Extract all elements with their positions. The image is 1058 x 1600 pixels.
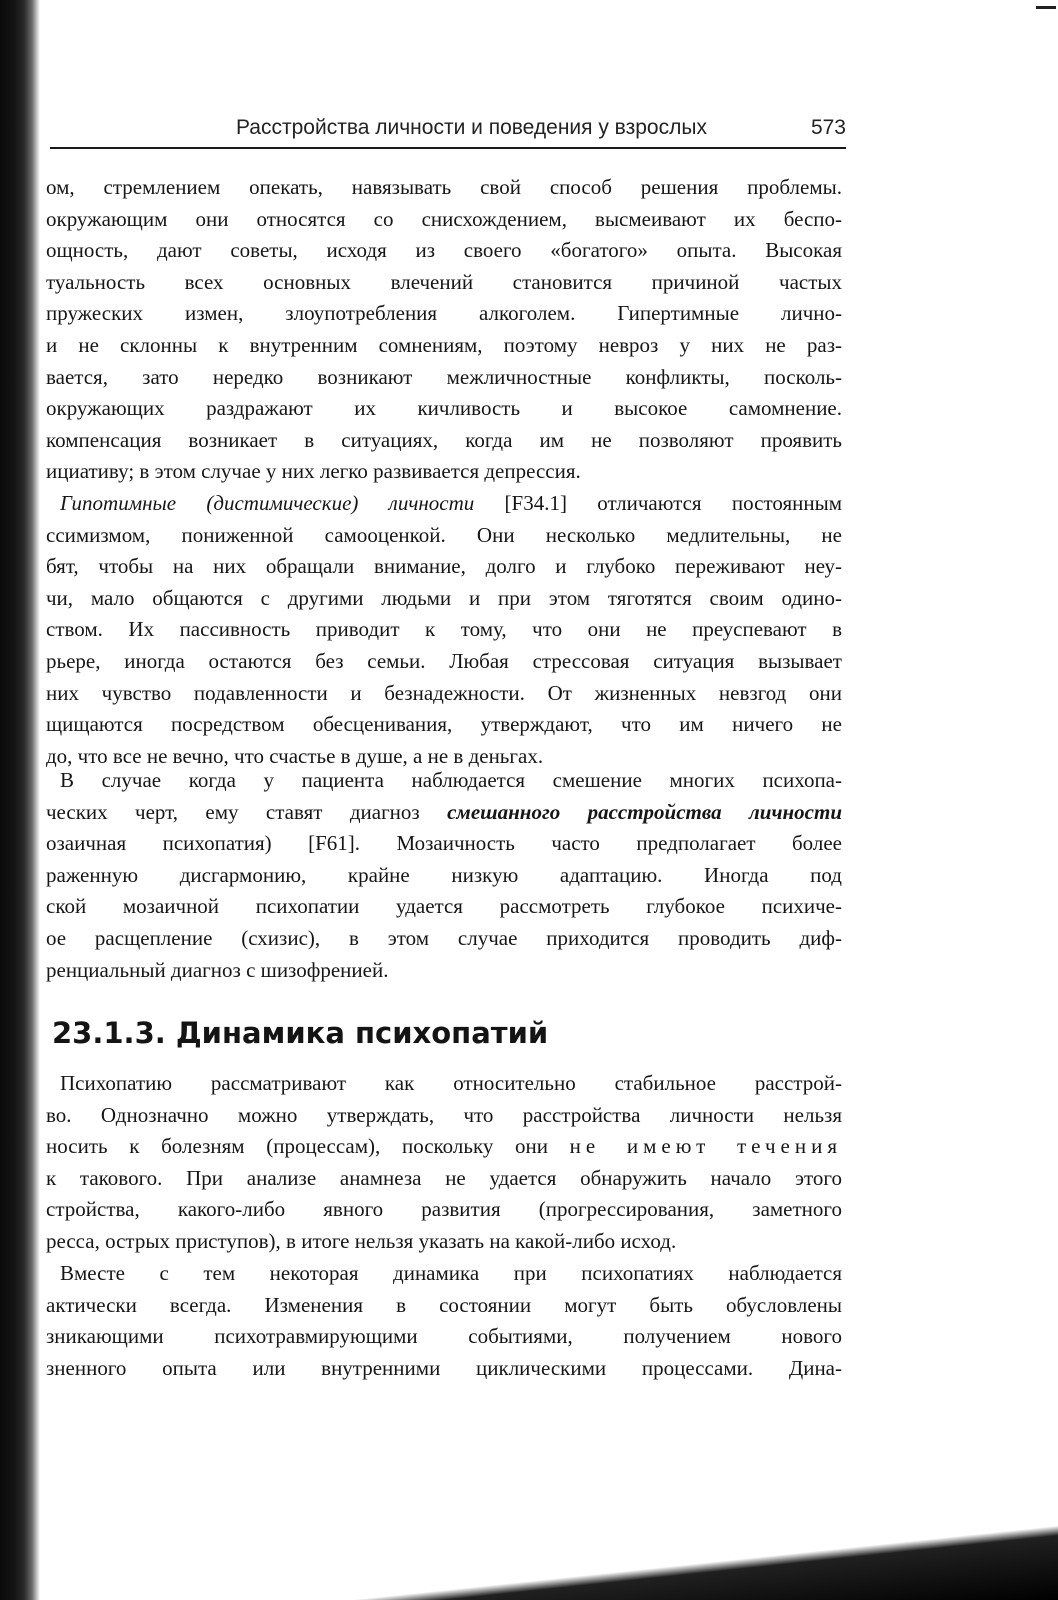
text-line: Психопатию рассматривают как относительно стабильное расстрой- [60, 1071, 842, 1095]
term-mixed-disorder: смешанного расстройства личности [447, 799, 842, 824]
scan-bottom-shadow [30, 1460, 1058, 1600]
text-line: ом, стремлением опекать, навязывать свой способ решения проблемы. [46, 175, 842, 199]
running-header [40, 116, 846, 150]
text-line: окружающих раздражают их кичливость и высокое самомнение. [46, 396, 842, 421]
text-line: окружающим они относятся со снисхождением, высмеивают их беспо- [46, 206, 842, 231]
text-line [46, 1131, 842, 1163]
text-line: туальность всех основных влечений становится причиной частых [46, 269, 842, 294]
text-line: до, что все не вечно, что счастье в душе, а не в деньгах. [46, 743, 544, 768]
text-line: бят, чтобы на них обращали внимание, долго и глубоко переживают неу- [46, 554, 842, 579]
text-line: раженную дисгармонию, крайне низкую адаптацию. Иногда под [46, 862, 842, 887]
text-span: [F34.1] отличаются постоянным [474, 491, 842, 515]
paragraph-mixed-disorder [46, 765, 842, 986]
text-line: зненного опыта или внутренними циклическими процессами. Дина- [46, 1355, 842, 1380]
text-line [46, 797, 842, 829]
text-line: щищаются посредством обесценивания, утверждают, что им ничего не [46, 712, 842, 737]
text-line: ренциальный диагноз с шизофренией. [46, 957, 389, 982]
header-rule [50, 147, 846, 149]
paragraph-hypothymic [46, 488, 842, 772]
text-line: ициативу; в этом случае у них легко развивается депрессия. [46, 459, 581, 484]
running-title: Расстройства личности и поведения у взрослых [236, 116, 707, 139]
text-line: Вместе с тем некоторая динамика при психопатиях наблюдается [60, 1261, 842, 1285]
page-number: 573 [810, 116, 846, 139]
text-line: чи, мало общаются с другими людьми и при этом тяготятся своим одино- [46, 585, 842, 610]
term-hypothymic: Гипотимные (дистимические) личности [60, 491, 475, 515]
paragraph-dynamics-intro [46, 1068, 842, 1258]
section-heading: 23.1.3. Динамика психопатий [52, 1016, 549, 1050]
paragraph-hyperthymic-end [46, 172, 842, 488]
text-line: зникающими психотравмирующими событиями, получением нового [46, 1324, 842, 1349]
text-line [46, 488, 842, 520]
text-line: ощность, дают советы, исходя из своего «богатого» опыта. Высокая [46, 238, 842, 263]
text-line: ссимизмом, пониженной самооценкой. Они несколько медлительны, не [46, 522, 842, 547]
text-line: компенсация возникает в ситуациях, когда им не позволяют проявить [46, 427, 842, 452]
text-line: В случае когда у пациента наблюдается смешение многих психопа- [60, 768, 842, 792]
text-line: вается, зато нередко возникают межличностные конфликты, посколь- [46, 364, 842, 389]
scan-binding-shadow [0, 0, 40, 1600]
text-line: ое расщепление (схизис), в этом случае приходится проводить диф- [46, 925, 842, 950]
text-line: и не склонны к внутренним сомнениям, поэтому невроз у них не раз- [46, 332, 842, 357]
text-line: во. Однозначно можно утверждать, что расстройства личности нельзя [46, 1102, 842, 1127]
text-span: носить к болезням (процессам), поскольку они [46, 1134, 548, 1159]
text-line: к такового. При анализе анамнеза не удается обнаружить начало этого [46, 1165, 842, 1190]
text-line: ством. Их пассивность приводит к тому, что они не преуспевают в [46, 617, 842, 642]
text-line: озаичная психопатия) [F61]. Мозаичность часто предполагает более [46, 831, 842, 856]
text-line: ресса, острых приступов), в итоге нельзя указать на какой-либо исход. [46, 1228, 677, 1253]
text-line: пружеских измен, злоупотребления алкоголем. Гипертимные лично- [46, 301, 842, 326]
paragraph-dynamics-changes [46, 1258, 842, 1384]
text-line: актически всегда. Изменения в состоянии могут быть обусловлены [46, 1292, 842, 1317]
text-line: стройства, какого-либо явного развития (прогрессирования, заметного [46, 1197, 842, 1222]
text-line: рьере, иногда остаются без семьи. Любая стрессовая ситуация вызывает [46, 648, 842, 673]
text-line: ской мозаичной психопатии удается рассмотреть глубокое психиче- [46, 894, 842, 919]
spaced-emphasis: не имеют течения [569, 1134, 842, 1159]
scan-mark [1036, 6, 1056, 9]
text-span: ческих черт, ему ставят диагноз [46, 799, 448, 824]
text-line: них чувство подавленности и безнадежности. От жизненных невзгод они [46, 680, 842, 705]
